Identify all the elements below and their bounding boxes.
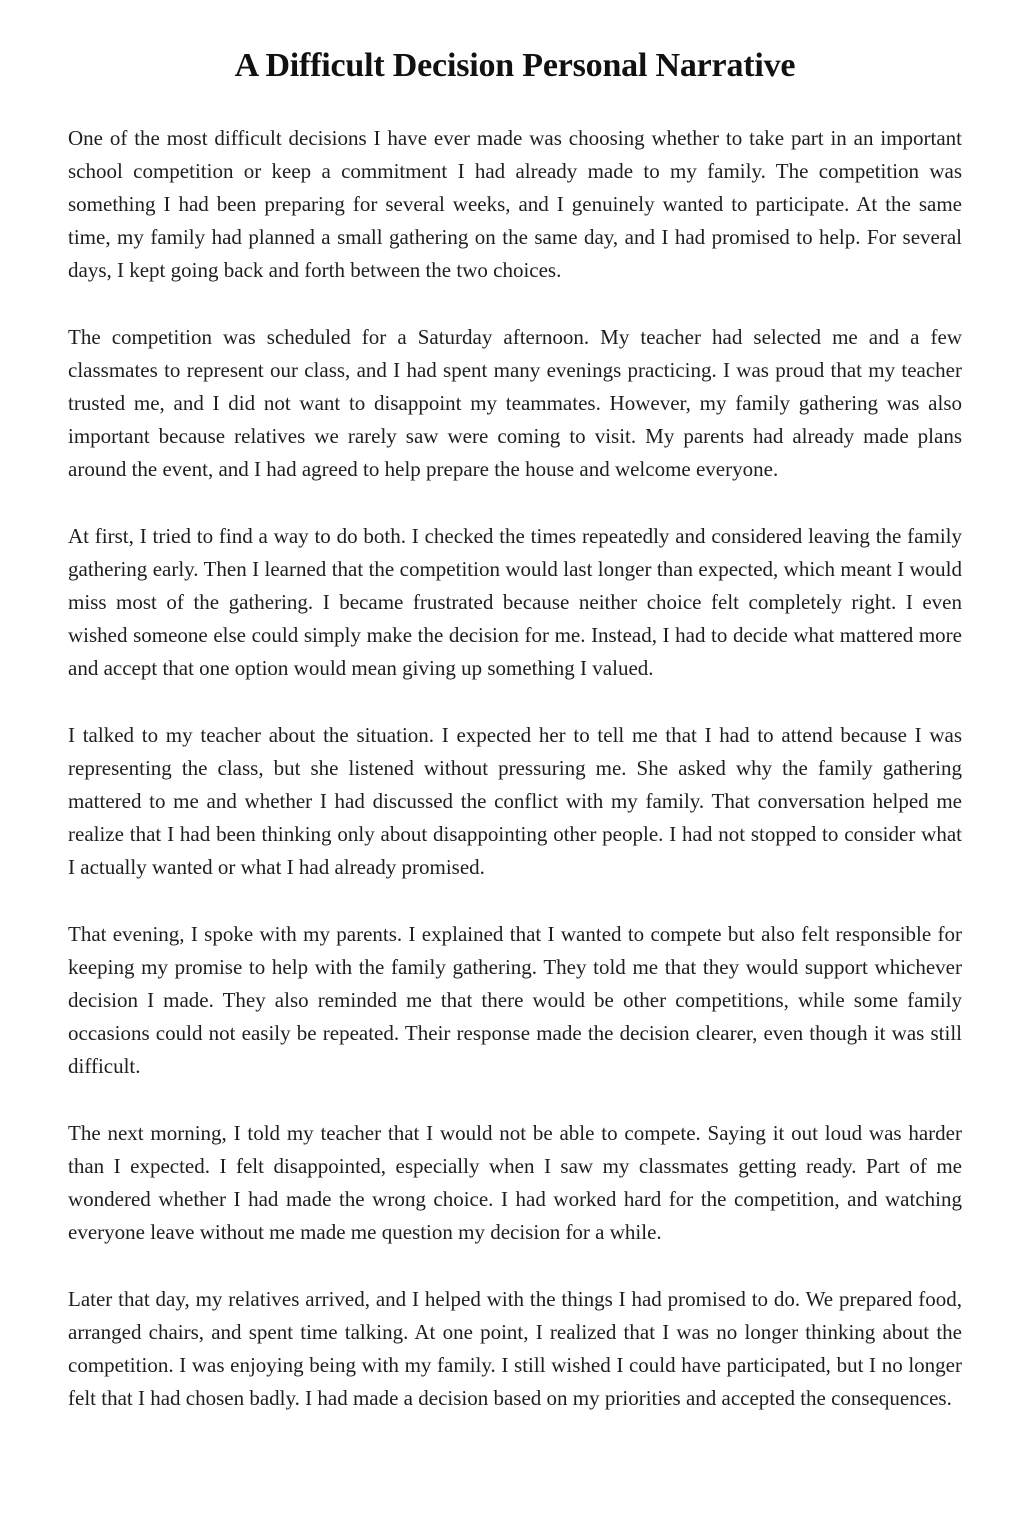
paragraph: One of the most difficult decisions I have ever made was choosing whether to take part in an important school competition or keep a commitment I had already made to my family. The competition was something I had been preparing for several weeks, and I genuinely wanted to participate. At the same time, my family had planned a small gathering on the same day, and I had promised to help. For several days, I kept going back and forth between the two choices.	[68, 126, 962, 282]
paragraph: Later that day, my relatives arrived, and I helped with the things I had promised to do. We prepared food, arranged chairs, and spent time talking. At one point, I realized that I was no longer thinking about the competition. I was enjoying being with my family. I still wished I could have participated, but I no longer felt that I had chosen badly. I had made a decision based on my priorities and accepted the consequences.	[68, 1287, 962, 1410]
paragraph: The next morning, I told my teacher that I would not be able to compete. Saying it out loud was harder than I expected. I felt disappointed, especially when I saw my classmates getting ready. Part of me wondered whether I had made the wrong choice. I had worked hard for the competition, and watching everyone leave without me made me question my decision for a while.	[68, 1121, 962, 1244]
document-title: A Difficult Decision Personal Narrative	[234, 47, 796, 84]
paragraph: That evening, I spoke with my parents. I explained that I wanted to compete but also felt responsible for keeping my promise to help with the family gathering. They told me that they would support whichever decision I made. They also reminded me that there would be other competitions, while some family occasions could not easily be repeated. Their response made the decision clearer, even though it was still difficult.	[68, 922, 962, 1078]
paragraph: The competition was scheduled for a Saturday afternoon. My teacher had selected me and a few classmates to represent our class, and I had spent many evenings practicing. I was proud that my teacher trusted me, and I did not want to disappoint my teammates. However, my family gathering was also important because relatives we rarely saw were coming to visit. My parents had already made plans around the event, and I had agreed to help prepare the house and welcome everyone.	[68, 325, 962, 481]
paragraph: I talked to my teacher about the situation. I expected her to tell me that I had to attend because I was representing the class, but she listened without pressuring me. She asked why the family gathering mattered to me and whether I had discussed the conflict with my family. That conversation helped me realize that I had been thinking only about disappointing other people. I had not stopped to consider what I actually wanted or what I had already promised.	[68, 723, 962, 879]
document-body	[68, 122, 962, 1415]
paragraph: At first, I tried to find a way to do both. I checked the times repeatedly and considered leaving the family gathering early. Then I learned that the competition would last longer than expected, which meant I would miss most of the gathering. I became frustrated because neither choice felt completely right. I even wished someone else could simply make the decision for me. Instead, I had to decide what mattered more and accept that one option would mean giving up something I valued.	[68, 524, 962, 680]
